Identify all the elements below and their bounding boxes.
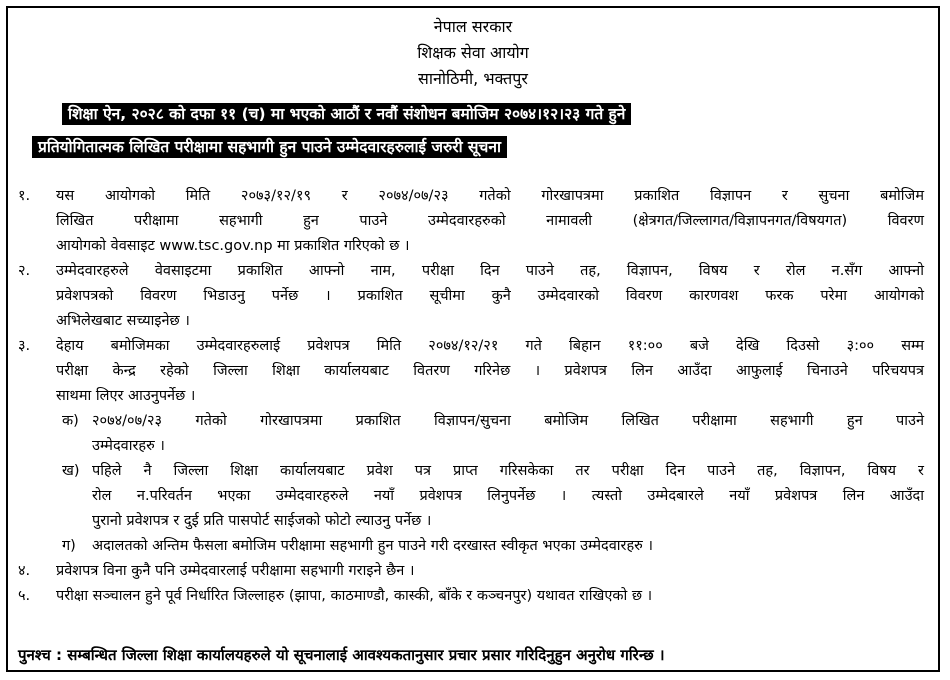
item-line: रोल न.परिवर्तन भएका उम्मेदवारहरुले नयाँ प्रवेशपत्र लिनुपर्नेछ । त्यस्तो उम्मेदबारले नयाँ प्रवेशपत्र लिन आउँदा [92, 488, 924, 504]
sub-list-item [8, 409, 938, 459]
item-number: ३. [18, 338, 31, 354]
notice-page [6, 6, 940, 672]
sub-list-item [8, 534, 938, 559]
list-item [8, 184, 938, 259]
header-address: सानोठिमी, भक्तपुर [418, 69, 528, 88]
item-line: साथमा लिएर आउनुपर्नेछ । [56, 388, 196, 404]
notice-items [8, 184, 938, 609]
item-line: उम्मेदवारहरुले वेवसाइटमा प्रकाशित आफ्नो नाम, परीक्षा दिन पाउने तह, विज्ञापन, विषय र रोल न.सँग आफ्नो [56, 263, 924, 279]
item-line: पहिले नै जिल्ला शिक्षा कार्यालयबाट प्रवेश पत्र प्राप्त गरिसकेका तर परीक्षा दिन पाउने तह, विज्ञापन, विषय र [92, 463, 924, 479]
item-line: अभिलेखबाट सच्याइनेछ । [56, 313, 190, 329]
postscript-note: पुनश्च : सम्बन्धित जिल्ला शिक्षा कार्यालयहरुले यो सूचनालाई आवश्यकतानुसार प्रचार प्रसार गरिदिनुहुन अनुरोध गरिन्छ । [18, 646, 665, 664]
notice-header [8, 14, 938, 92]
item-line: यस आयोगको मिति २०७३/१२/१९ र २०७४/०७/२३ गतेको गोरखापत्रमा प्रकाशित विज्ञापन र सुचना बमोजिम [56, 188, 924, 204]
header-commission: शिक्षक सेवा आयोग [417, 43, 529, 62]
banner-line-2: प्रतियोगितात्मक लिखित परीक्षामा सहभागी हुन पाउने उम्मेदवारहरुलाई जरुरी सूचना [32, 136, 507, 158]
item-line: प्रवेशपत्रको विवरण भिडाउनु पर्नेछ । प्रकाशित सूचीमा कुनै उम्मेदवारको विवरण कारणवश फरक परेमा आयोगको [56, 288, 924, 304]
item-line: अदालतको अन्तिम फैसला बमोजिम परीक्षामा सहभागी हुन पाउने गरी दरखास्त स्वीकृत भएका उम्मेदवारहरु । [92, 538, 653, 554]
sub-item-number: ख) [62, 463, 80, 479]
sub-item-number: ग) [62, 538, 76, 554]
item-line: पुरानो प्रवेशपत्र र दुई प्रति पासपोर्ट साईजको फोटो ल्याउनु पर्नेछ । [92, 513, 432, 529]
item-line: परीक्षा केन्द्र रहेको जिल्ला शिक्षा कार्यालयबाट वितरण गरिनेछ । प्रवेशपत्र लिन आउँदा आफुलाई चिनाउने परिचयपत्र [56, 363, 924, 379]
list-item [8, 584, 938, 609]
item-line: उम्मेदवारहरु । [92, 438, 165, 454]
item-number: १. [18, 188, 31, 204]
list-item [8, 259, 938, 334]
item-line: लिखित परीक्षामा सहभागी हुन पाउने उम्मेदवारहरुको नामावली (क्षेत्रगत/जिल्लागत/विज्ञापनगत/विषयगत) विवरण [56, 213, 924, 229]
list-item [8, 334, 938, 409]
item-line: परीक्षा सञ्चालन हुने पूर्व निर्धारित जिल्लाहरु (झापा, काठमाण्डौ, कास्की, बाँके र कञ्चनपुर) यथावत राखिएको छ । [56, 588, 653, 604]
item-line: देहाय बमोजिमका उम्मेदवारहरुलाई प्रवेशपत्र मिति २०७४/१२/२१ गते बिहान ११:०० बजे देखि दिउसो ३:०० सम्म [56, 338, 924, 354]
item-number: ४. [18, 563, 31, 579]
item-number: २. [18, 263, 31, 279]
header-government: नेपाल सरकार [433, 17, 513, 36]
list-item [8, 559, 938, 584]
banner-line-1-wrap [62, 103, 896, 125]
item-line: २०७४/०७/२३ गतेको गोरखापत्रमा प्रकाशित विज्ञापन/सुचना बमोजिम लिखित परीक्षामा सहभागी हुन पाउने [92, 413, 924, 429]
banner-line-2-wrap [32, 136, 507, 158]
sub-item-number: क) [62, 413, 79, 429]
sub-list-item [8, 459, 938, 534]
item-line: आयोगको वेवसाइट www.tsc.gov.np मा प्रकाशित गरिएको छ । [56, 238, 410, 254]
banner-line-1: शिक्षा ऐन, २०२८ को दफा ११ (च) मा भएको आठौं र नवौं संशोधन बमोजिम २०७४।१२।२३ गते हुने [62, 103, 631, 125]
item-line: प्रवेशपत्र विना कुनै पनि उम्मेदवारलाई परीक्षामा सहभागी गराइने छैन । [56, 563, 415, 579]
item-number: ५. [18, 588, 31, 604]
